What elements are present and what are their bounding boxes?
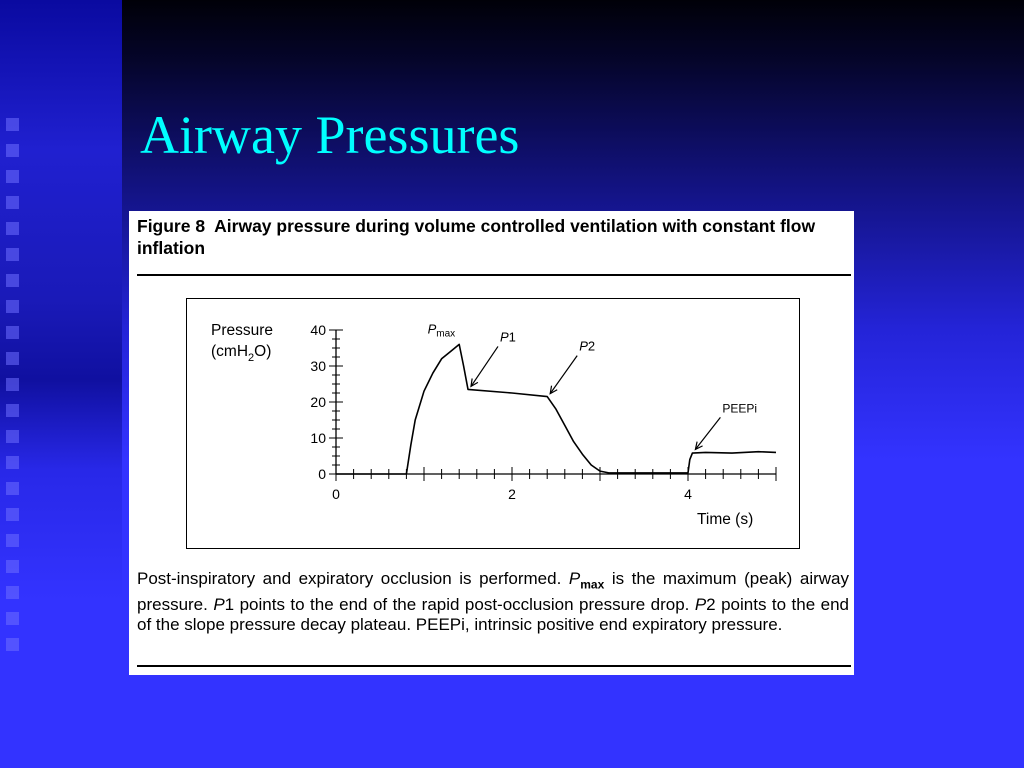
figure-caption bbox=[137, 215, 849, 259]
chart-ticks bbox=[310, 322, 776, 502]
y-tick-label: 30 bbox=[310, 358, 326, 374]
annotation-arrow-shaft bbox=[471, 346, 498, 386]
annotation-arrow-head bbox=[471, 378, 478, 386]
y-tick-label: 10 bbox=[310, 430, 326, 446]
annotation-label: $P_{max}$ bbox=[427, 321, 456, 340]
x-tick-label: 2 bbox=[508, 486, 516, 502]
y-axis-label-line1: Pressure bbox=[211, 322, 274, 339]
annotation-arrow-shaft bbox=[550, 356, 577, 394]
x-tick-label: 4 bbox=[684, 486, 692, 502]
x-tick-label: 0 bbox=[332, 486, 340, 502]
slide-title: Airway Pressures bbox=[140, 105, 520, 165]
decorative-squares bbox=[6, 118, 28, 664]
pressure-chart bbox=[187, 299, 798, 547]
pressure-trace-line bbox=[336, 344, 776, 474]
y-tick-label: 40 bbox=[310, 322, 326, 338]
x-axis-label: Time (s) bbox=[697, 511, 754, 528]
annotation-arrow-shaft bbox=[695, 417, 720, 449]
annotation-label: PEEPi bbox=[722, 401, 758, 416]
figure-panel bbox=[129, 211, 854, 675]
chart-series bbox=[336, 344, 776, 474]
y-tick-label: 0 bbox=[318, 466, 326, 482]
figure-label: Figure 8 bbox=[137, 216, 206, 236]
figure-bottom-rule bbox=[137, 665, 851, 667]
chart-annotations bbox=[428, 321, 757, 449]
left-decorative-strip bbox=[0, 0, 122, 768]
figure-caption-text: Airway pressure during volume controlled ventilation with constant flow inflation bbox=[137, 216, 816, 258]
y-axis-label-line2: (cmH$_2$O) bbox=[211, 343, 272, 364]
chart-frame bbox=[186, 298, 800, 549]
y-tick-label: 20 bbox=[310, 394, 326, 410]
figure-legend-text: Post-inspiratory and expiratory occlusion is performed. $P_{max}$ is the maximum (peak) airway pressure. P1 points to the end of the rapid post-occlusion pressure drop. P2 points to the end of the slope pressure decay plateau. PEEPi, intrinsic positive end expiratory pressure. bbox=[137, 569, 849, 635]
annotation-label: P1 bbox=[500, 329, 516, 345]
annotation-label: P2 bbox=[579, 338, 596, 354]
caption-divider bbox=[137, 274, 851, 276]
